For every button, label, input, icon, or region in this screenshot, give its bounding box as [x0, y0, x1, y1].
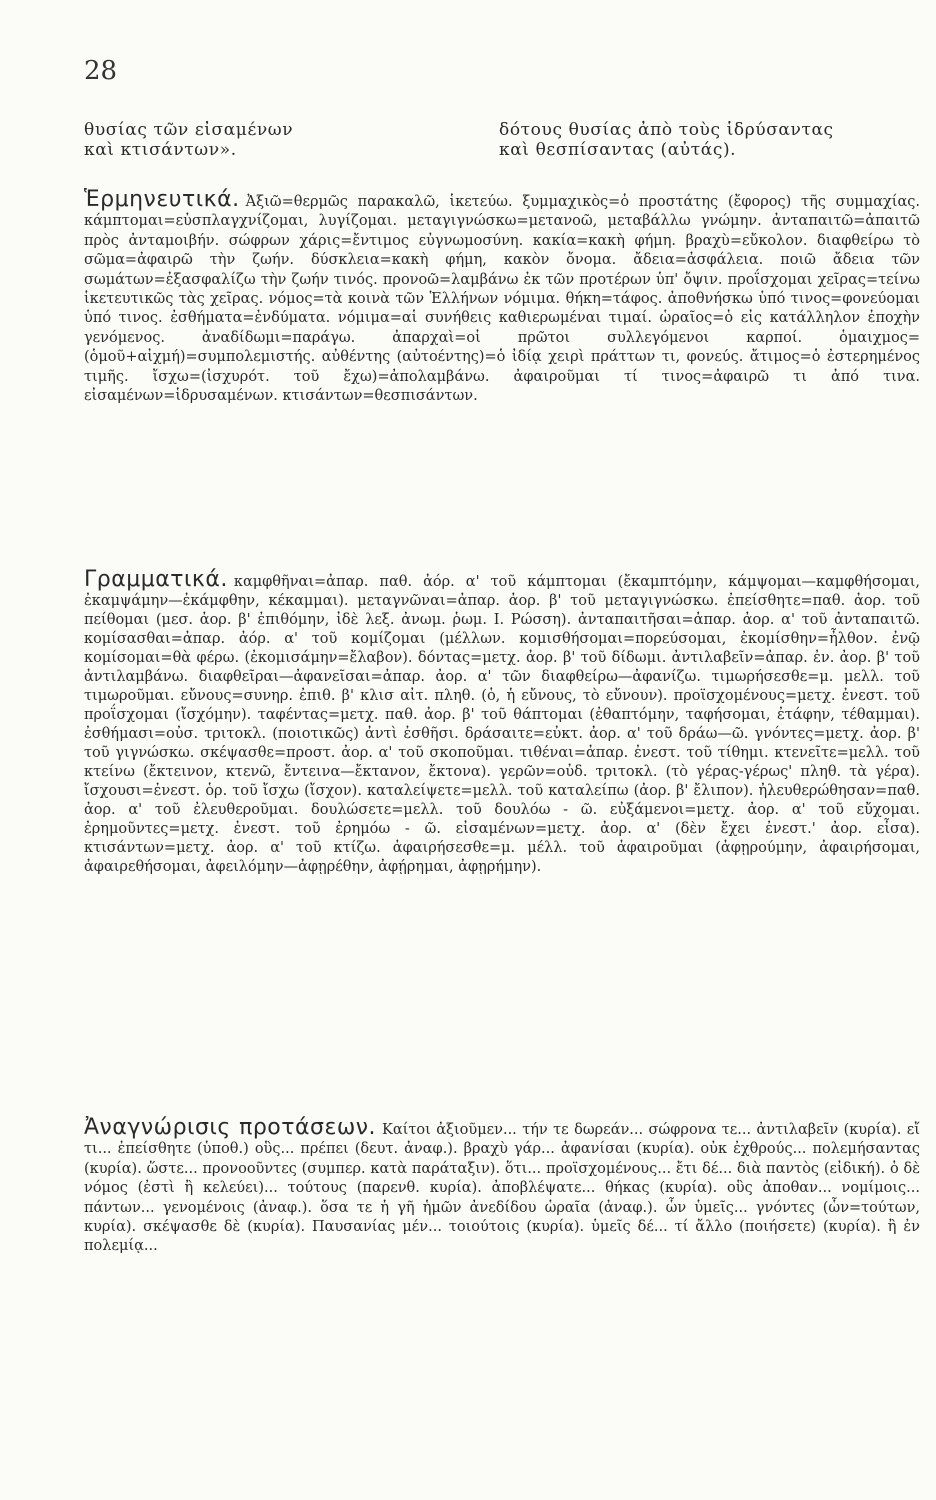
section-heading: Ἀναγνώρισις προτάσεων. — [84, 1115, 377, 1140]
section-body: καμφθῆναι=ἀπαρ. παθ. ἀόρ. α' τοῦ κάμπτομαι (ἔκαμπτόμην, κάμψομαι—καμφθήσομαι, ἐκαμψάμην—ἐκάμφθην, κέκαμμαι). μεταγνῶναι=ἀπαρ. ἀορ. β' τοῦ μεταγιγνώσκω. ἐπείσθητε=παθ. ἀορ. τοῦ πείθομαι (μεσ. ἀορ. β' ἐπιθόμην, ἰδὲ λεξ. ἀνωμ. ῥωμ. Ι. Ρώσση). ἀνταπαιτῆσαι=ἀπαρ. ἀορ. α' τοῦ ἀνταπαιτῶ. κομίσασθαι=ἀπαρ. ἀόρ. α' τοῦ κομίζομαι (μέλλων. κομισθήσομαι=πορεύσομαι, ἐκομίσθην=ἦλθον. ἐνῷ κομίσομαι=θὰ φέρω. (ἐκομισάμην=ἔλαβον). δόντας=μετχ. ἀορ. β' τοῦ δίδωμι. ἀντιλαβεῖν=ἀπαρ. ἐν. ἀορ. β' τοῦ ἀντιλαμβάνω. διαφθεῖραι—ἀφανεῖσαι=ἀπαρ. ἀορ. α' τῶν διαφθείρω—ἀφανίζω. τιμωρήσεσθε=μ. μελλ. τοῦ τιμωροῦμαι. εὔνους=συνηρ. ἐπιθ. β' κλισ αἰτ. πληθ. (ὁ, ἡ εὔνους, τὸ εὔνουν). προϊσχομένους=μετχ. ἐνεστ. τοῦ προΐσχομαι (ἴσχόμην). ταφέντας=μετχ. παθ. ἀορ. β' τοῦ θάπτομαι (ἐθαπτόμην, ταφήσομαι, ἐτάφην, τέθαμμαι). ἐσθήμασι=οὐσ. τριτοκλ. (ποιοτικῶς) ἀντὶ ἐσθῆσι. δράσαιτε=εὐκτ. ἀορ. α' τοῦ δράω—ῶ. γνόντες=μετχ. ἀορ. β' τοῦ γιγνώσκω. σκέψασθε=προστ. ἀορ. α' τοῦ σκοποῦμαι. τιθέναι=ἀπαρ. ἐνεστ. τοῦ τίθημι. κτενεῖτε=μελλ. τοῦ κτείνω (ἔκτεινον, κτενῶ, ἔντεινα—ἔκτανον, ἔκτονα). γερῶν=οὐδ. τριτοκλ. (τὸ γέρας-γέρως' πληθ. τὰ γέρα). ἴσχουσι=ἐνεστ. ὁρ. τοῦ ἴσχω (ἴσχον). καταλείψετε=μελλ. τοῦ καταλείπω (ἀορ. β' ἔλιπον). ἠλευθερώθησαν=παθ. ἀορ. α' τοῦ ἐλευθεροῦμαι. δουλώσετε=μελλ. τοῦ δουλόω - ῶ. εὐξάμενοι=μετχ. ἀορ. α' τοῦ εὔχομαι. ἐρημοῦντες=μετχ. ἐνεστ. τοῦ ἐρημόω - ῶ. εἰσαμένων=μετχ. ἀορ. α' (δὲν ἔχει ἐνεστ.' ἀορ. εἶσα). κτισάντων=μετχ. ἀορ. α' τοῦ κτίζω. ἀφαιρήσεσθε=μ. μέλλ. τοῦ ἀφαιροῦμαι (ἀφῃρούμην, ἀφαιρήσομαι, ἀφαιρεθήσομαι, ἀφειλόμην—ἀφῃρέθην, ἀφῄρημαι, ἀφῃρήμην). — [84, 574, 920, 875]
section-paragraph — [84, 567, 920, 877]
intro-left-line: καὶ κτισάντων». — [84, 140, 237, 160]
intro-right-column — [499, 120, 929, 160]
section-anagnorisis — [84, 1115, 920, 1257]
intro-right-line: δότους θυσίας ἀπὸ τοὺς ἱδρύσαντας — [499, 120, 834, 140]
intro-left-line: θυσίας τῶν εἰσαμένων — [84, 120, 294, 140]
section-heading: Γραμματικά. — [84, 567, 228, 592]
section-heading: Ἑρμηνευτικά. — [84, 187, 240, 212]
section-body: Καίτοι ἀξιοῦμεν... τήν τε δωρεάν... σώφρονα τε... ἀντιλαβεῖν (κυρία). εἴ τι... ἐπείσθητε (ὑποθ.) οὓς... πρέπει (δευτ. ἀναφ.). βραχὺ γάρ... ἀφανίσαι (κυρία). οὐκ ἐχθρούς... πολεμήσαντας (κυρία). ὥστε... προνοοῦντες (συμπερ. κατὰ παράταξιν). ὅτι... προϊσχομένους... ἔτι δέ... διὰ παντὸς (εἰδική). ὁ δὲ νόμος (ἐστὶ ἢ κελεύει)... τούτους (παρενθ. κυρία). ἀποβλέψατε... θήκας (κυρία). οὓς ἀποθαν... νομίμοις... πάντων... γενομένοις (ἀναφ.). ὅσα τε ἡ γῆ ἡμῶν ἀνεδίδου ὡραῖα (ἀναφ.). ὧν ὑμεῖς... γνόντες (ὧν=τούτων, κυρία). σκέψασθε δὲ (κυρία). Παυσανίας μέν... τοιούτοις (κυρία). ὑμεῖς δέ... τί ἄλλο (ποιήσετε) (κυρία). ἢ ἐν πολεμίᾳ... — [84, 1122, 920, 1255]
section-body: Ἀξιῶ=θερμῶς παρακαλῶ, ἱκετεύω. ξυμμαχικὸς=ὁ προστάτης (ἔφορος) τῆς συμμαχίας. κάμπτομαι=εὐσπλαγχνίζομαι, λυγίζομαι. μεταγιγνώσκω=μετανοῶ, μεταβάλλω γνώμην. ἀνταπαιτῶ=ἀπαιτῶ πρὸς ἀνταμοιβήν. σώφρων χάρις=ἔντιμος εὐγνωμοσύνη. κακία=κακὴ φήμη. βραχὺ=εὔκολον. διαφθείρω τὸ σῶμα=ἀφαιρῶ τὴν ζωήν. δύσκλεια=κακὴ φήμη, κακὸν ὄνομα. ἄδεια=ἀσφάλεια. ποιῶ ἄδεια τῶν σωμάτων=ἐξασφαλίζω τὴν ζωήν τινός. προνοῶ=λαμβάνω ἐκ τῶν προτέρων ὑπ' ὄψιν. προΐσχομαι χεῖρας=τείνω ἱκετευτικῶς τὰς χεῖρας. νόμος=τὰ κοινὰ τῶν Ἑλλήνων νόμιμα. θήκη=τάφος. ἀποθνήσκω ὑπό τινος=φονεύομαι ὑπό τινος. ἐσθήματα=ἐνδύματα. νόμιμα=αἱ συνήθεις καθιερωμέναι τιμαί. ὡραῖος=ὁ εἰς κατάλληλον ἐποχὴν γενόμενος. ἀναδίδωμι=παράγω. ἀπαρχαὶ=οἱ πρῶτοι συλλεγόμενοι καρποί. ὁμαιχμος=(ὁμοῦ+αἰχμή)=συμπολεμιστής. αὐθέντης (αὐτοέντης)=ὁ ἰδίᾳ χειρὶ πράττων τι, φονεύς. ἄτιμος=ὁ ἐστερημένος τιμῆς. ἴσχω=(ἰσχυρότ. τοῦ ἔχω)=ἀπολαμβάνω. ἀφαιροῦμαι τί τινος=ἀφαιρῶ τι ἀπό τινα. εἰσαμένων=ἱδρυσαμένων. κτισάντων=θεσπισάντων. — [84, 194, 920, 405]
section-paragraph — [84, 1115, 920, 1257]
section-hermeneutika — [84, 187, 920, 406]
intro-left-column — [84, 120, 464, 160]
section-grammatika — [84, 567, 920, 877]
page-number: 28 — [84, 56, 118, 86]
section-paragraph — [84, 187, 920, 406]
intro-right-line: καὶ θεσπίσαντας (αὐτάς). — [499, 140, 737, 160]
